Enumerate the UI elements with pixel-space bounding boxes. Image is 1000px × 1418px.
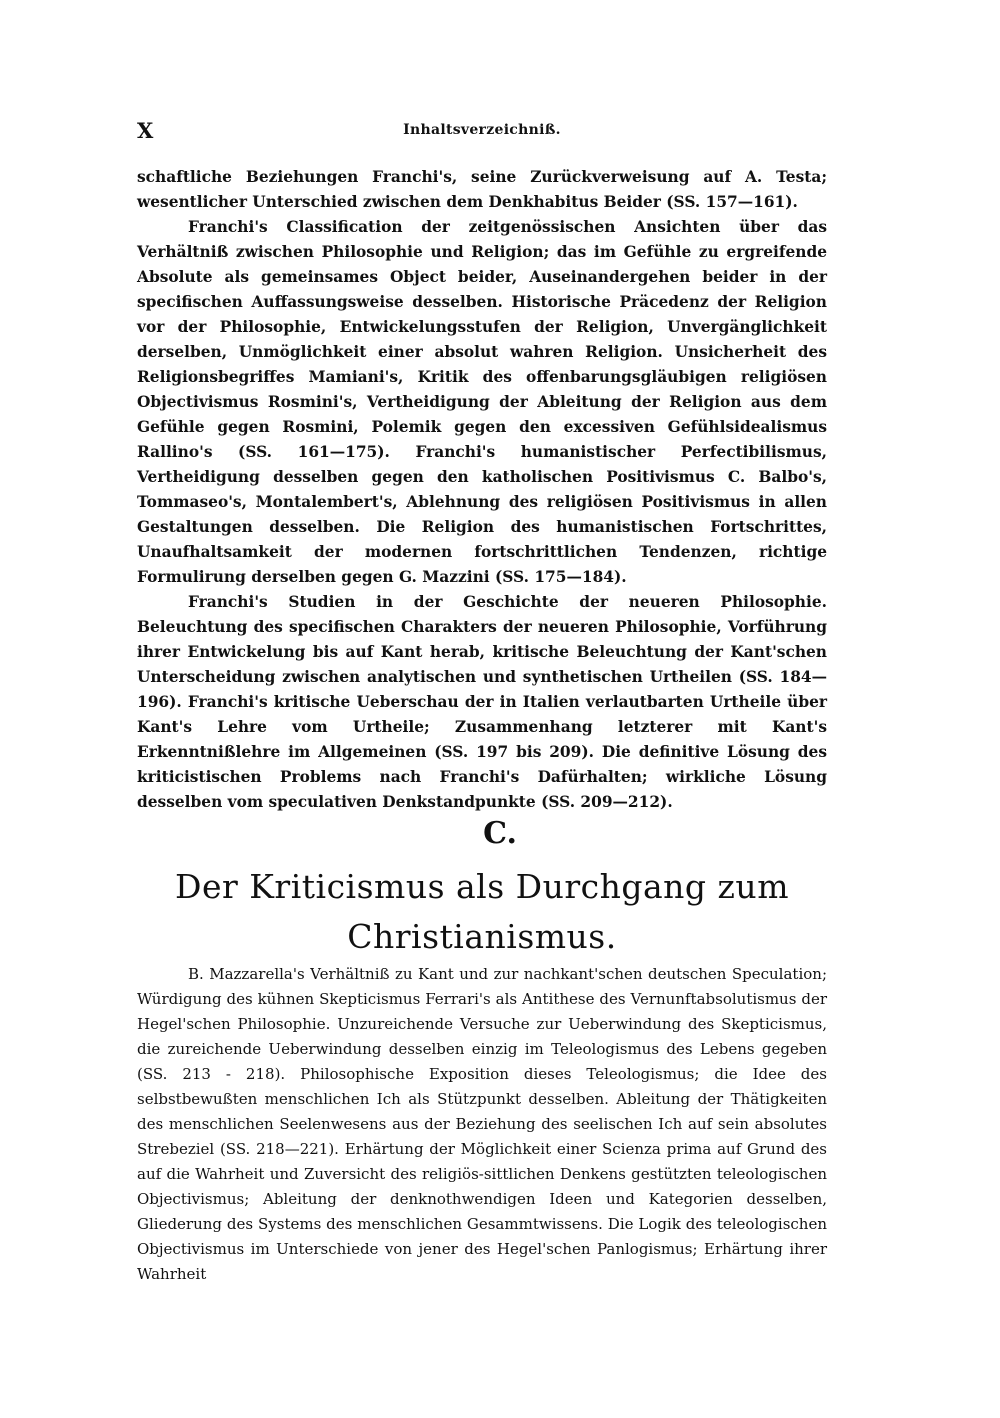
section-title-line-1: Der Kriticismus als Durchgang zum [175, 867, 789, 906]
section-title [137, 862, 827, 962]
section-b-continuation [137, 165, 827, 815]
section-c-body [137, 962, 827, 1287]
paragraph-continued: schaftliche Beziehungen Franchi's, seine Zurückverweisung auf A. Testa; wesentlicher Unterschied zwischen dem Denkhabitus Beider (SS. 157—161). [137, 168, 827, 211]
paragraph-mazzarella: B. Mazzarella's Verhältniß zu Kant und zur nachkant'schen deutschen Speculation; Würdigung des kühnen Skepticismus Ferrari's als Antithese des Vernunftabsolutismus der Hegel'schen Philosophie. Unzureichende Versuche zur Ueberwindung des Skepticismus, die zureichende Ueberwindung desselben einzig im Teleologismus des Lebens gegeben (SS. 213 - 218). Philosophische Exposition dieses Teleologismus; die Idee des selbstbewußten menschlichen Ich als Stützpunkt desselben. Ableitung der Thätigkeiten des menschlichen Seelenwesens aus der Beziehung des seelischen Ich auf sein absolutes Strebeziel (SS. 218—221). Erhärtung der Möglichkeit einer Scienza prima auf Grund des auf die Wahrheit und Zuversicht des religiös-sittlichen Denkens gestützten teleologischen Objectivismus; Ableitung der denknothwendigen Ideen und Kategorien desselben, Gliederung des Systems des menschlichen Gesammtwissens. Die Logik des teleologischen Objectivismus im Unterschiede von jener des Hegel'schen Panlogismus; Erhärtung ihrer Wahrheit [137, 965, 827, 1283]
section-title-line-2: Christianismus. [347, 917, 617, 956]
running-head: Inhaltsverzeichniß. [403, 122, 561, 138]
paragraph-religion: Franchi's Classification der zeitgenössischen Ansichten über das Verhältniß zwischen Philosophie und Religion; das im Gefühle zu ergreifende Absolute als gemeinsames Object beider, Auseinandergehen beider in der specifischen Auffassungsweise desselben. Historische Präcedenz der Religion vor der Philosophie, Entwickelungsstufen der Religion, Unvergänglichkeit derselben, Unmöglichkeit einer absolut wahren Religion. Unsicherheit des Religionsbegriffes Mamiani's, Kritik des offenbarungsgläubigen religiösen Objectivismus Rosmini's, Vertheidigung der Ableitung der Religion aus dem Gefühle gegen Rosmini, Polemik gegen den excessiven Gefühlsidealismus Rallino's (SS. 161—175). Franchi's humanistischer Perfectibilismus, Vertheidigung desselben gegen den katholischen Positivismus C. Balbo's, Tommaseo's, Montalembert's, Ablehnung des religiösen Positivismus in allen Gestaltungen desselben. Die Religion des humanistischen Fortschrittes, Unaufhaltsamkeit der modernen fortschrittlichen Tendenzen, richtige Formulirung derselben gegen G. Mazzini (SS. 175—184). [137, 218, 827, 586]
page-number: X [137, 118, 154, 143]
section-letter: C. [483, 816, 517, 851]
paragraph-kant-studies: Franchi's Studien in der Geschichte der neueren Philosophie. Beleuchtung des specifischen Charakters der neueren Philosophie, Vorführung ihrer Entwickelung bis auf Kant herab, kritische Beleuchtung der Kant'schen Unterscheidung zwischen analytischen und synthetischen Urtheilen (SS. 184—196). Franchi's kritische Ueberschau der in Italien verlautbarten Urtheile über Kant's Lehre vom Urtheile; Zusammenhang letzterer mit Kant's Erkenntnißlehre im Allgemeinen (SS. 197 bis 209). Die definitive Lösung des kriticistischen Problems nach Franchi's Dafürhalten; wirkliche Lösung desselben vom speculativen Denkstandpunkte (SS. 209—212). [137, 593, 827, 811]
page-header [137, 118, 827, 144]
